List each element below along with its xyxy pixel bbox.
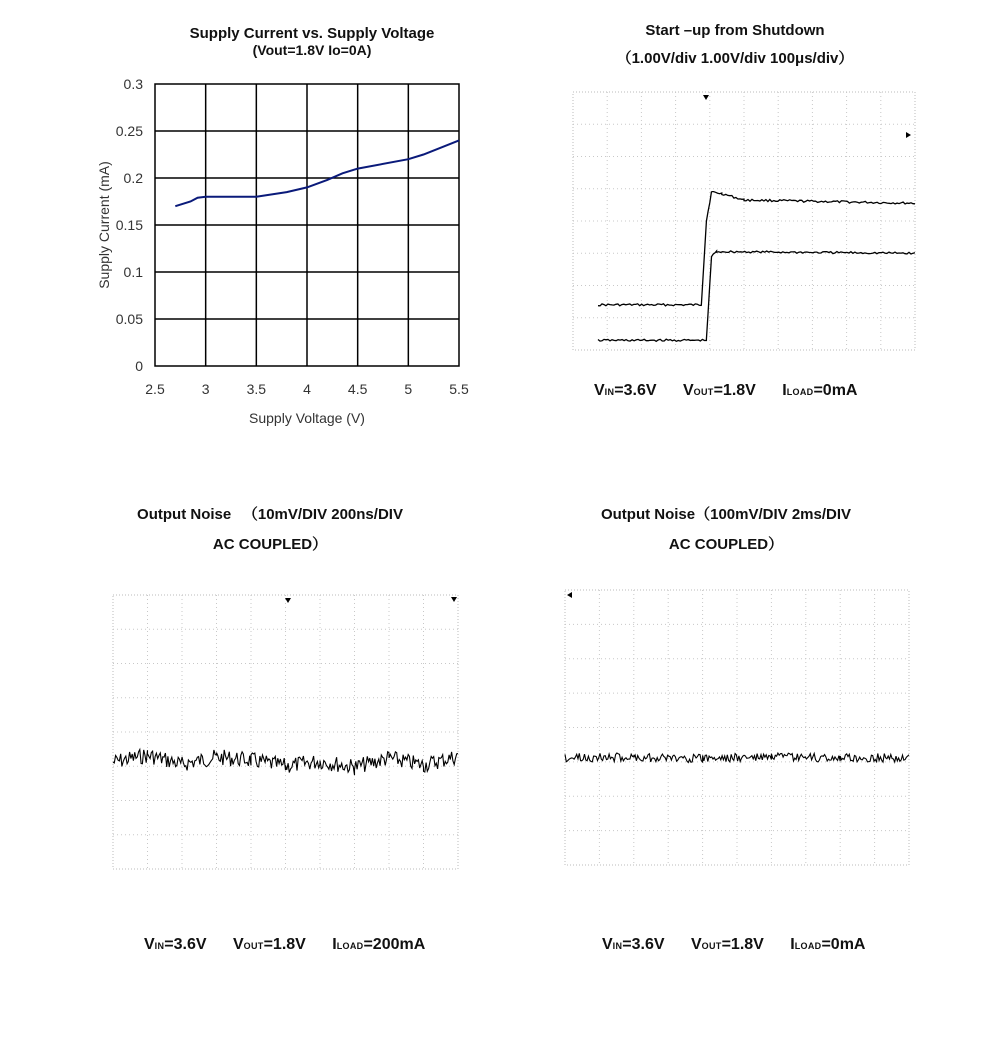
chart3-title	[100, 503, 440, 554]
chart4-conditions: VIN=3.6V VOUT=1.8V ILOAD=0mA	[602, 936, 866, 953]
noise1-frame	[113, 595, 458, 869]
y-tick-label: 0.25	[115, 123, 143, 139]
chart4-title	[556, 503, 896, 554]
y-tick-label: 0.3	[123, 76, 143, 92]
chart2-subtitle: （1.00V/div 1.00V/div 100μs/div）	[616, 50, 854, 67]
vin-label: V	[594, 382, 605, 399]
plot-frame	[155, 84, 459, 366]
x-tick-label: 5	[404, 381, 413, 397]
x-tick-label: 3.5	[246, 381, 267, 397]
vout-label: V	[683, 382, 694, 399]
level-marker-icon	[906, 132, 911, 138]
vout-value: 1.8V	[722, 382, 756, 399]
startup-frame	[573, 92, 915, 350]
chart3-subtitle: AC COUPLED）	[212, 536, 328, 553]
chart1-title	[162, 25, 462, 58]
lower-trace	[598, 251, 915, 341]
chart1-subtitle: (Vout=1.8V Io=0A)	[252, 42, 372, 58]
noise2-frame	[565, 590, 909, 865]
iload-label: I	[782, 382, 787, 399]
x-tick-label: 4.5	[347, 381, 368, 397]
x-tick-label: 2.5	[145, 381, 165, 397]
chart4-title-line1: Output Noise（100mV/DIV 2ms/DIV	[600, 506, 852, 523]
y-tick-label: 0.1	[123, 264, 143, 280]
y-tick-label: 0	[135, 358, 143, 374]
level-marker-icon	[567, 592, 572, 598]
chart2-title-line1: Start –up from Shutdown	[645, 22, 825, 39]
upper-trace	[598, 192, 915, 306]
chart2-conditions: VIN=3.6V VOUT=1.8V ILOAD=0mA	[594, 382, 858, 399]
y-tick-label: 0.2	[123, 170, 143, 186]
iload-value: 0mA	[822, 382, 858, 399]
chart1-title-line1: Supply Current vs. Supply Voltage	[189, 25, 435, 42]
trigger-marker-icon	[451, 597, 457, 602]
y-tick-label: 0.15	[115, 217, 143, 233]
trigger-marker-icon	[703, 95, 709, 100]
chart3-title-line1: Output Noise （10mV/DIV 200ns/DIV	[137, 506, 403, 523]
x-tick-label: 5.5	[449, 381, 469, 397]
chart2-title	[585, 22, 885, 68]
chart4-subtitle: AC COUPLED）	[668, 536, 784, 553]
y-tick-label: 0.05	[115, 311, 143, 327]
x-axis-label: Supply Voltage (V)	[249, 410, 365, 426]
noise2-noise-trace	[565, 753, 909, 763]
trigger-marker-icon	[285, 598, 291, 603]
x-tick-label: 3	[201, 381, 210, 397]
vin-value: 3.6V	[623, 382, 657, 399]
chart3-conditions: VIN=3.6V VOUT=1.8V ILOAD=200mA	[144, 936, 426, 953]
x-tick-label: 4	[303, 381, 311, 397]
supply-current-line	[175, 140, 459, 206]
y-axis-label: Supply Current (mA)	[96, 161, 112, 289]
noise1-noise-trace	[113, 750, 458, 776]
